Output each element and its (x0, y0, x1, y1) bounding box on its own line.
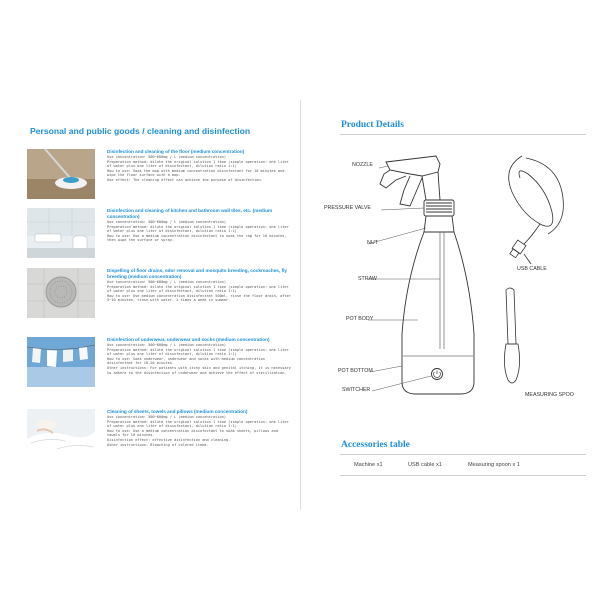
label-measuring-spoon: MEASURING SPOO (525, 392, 574, 398)
label-usb-cable: USB CABLE (517, 266, 547, 272)
usage-item-drain (27, 268, 293, 330)
divider (340, 475, 586, 476)
label-straw: STRAW (358, 276, 377, 282)
item-title: Cleaning of sheets, towels and pillows (medium concentration) (107, 409, 248, 414)
label-nut: NUT (367, 240, 378, 246)
laundry-line-photo-icon (27, 337, 95, 387)
usage-item-kitchen (27, 208, 293, 266)
spray-bottle-drawing (380, 156, 474, 394)
accessory-item: Measuring spoon x 1 (468, 462, 520, 468)
label-pot-body: POT BODY (346, 316, 374, 322)
usage-item-floor (27, 149, 293, 207)
floor-drain-photo-icon (27, 268, 95, 318)
bed-sheets-photo-icon (27, 409, 95, 459)
page-fold (300, 100, 301, 510)
section-title: Personal and public goods / cleaning and disinfection (30, 126, 251, 136)
item-title: Disinfection of underwear, underwear and socks (medium concentration) (107, 337, 270, 342)
usage-item-sheets (27, 409, 293, 469)
product-details-title: Product Details (341, 120, 404, 130)
item-body: Use concentration: 500~600mg / L (medium concentration) Preparation method: dilute the original solution 1 time (simple operation: one liter of water plus one liter of disinfectant, dilution ratio 1:1) How to use: Use medium concentration disinfectant 500ml, rinse the floor drain, after 5~10 minutes, rinse with water. 2 times a week in summer. (107, 280, 291, 303)
left-page (22, 104, 294, 504)
item-title: Disinfection and cleaning of kitchen and bathroom wall tiles, etc. (medium concentration) (107, 208, 273, 219)
accessories-title: Accessories table (341, 440, 410, 450)
item-body: Use concentration: 500~600mg / L (medium concentration) Preparation method: dilute the original solution 1 time (simple operation: one liter of water plus one liter of disinfectant, dilution ratio 1:1) How to use: Soak the mop with medium concentration disinfectant for 10 minutes and wipe the floor surface with a mop. Use effect: The cleaning effect can achieve the purpose of disinfection. (107, 155, 289, 182)
usb-cable-drawing (509, 156, 564, 264)
usage-item-underwear (27, 337, 293, 405)
measuring-spoon-drawing (504, 288, 519, 383)
label-pot-bottom: POT BOTTOM (338, 368, 373, 374)
item-title: Disinfection and cleaning of the floor (medium concentration) (107, 149, 245, 154)
accessory-item: USB cable x1 (408, 462, 442, 468)
divider (340, 454, 586, 455)
item-body: Use concentration: 500~600mg / L (medium concentration) Preparation method: dilute the original solution 1 time (simple operation: one liter of water plus one liter of disinfectant, dilution ratio 1:1) How to use: Use a medium concentration disinfectant to soak sheets, pillows and towels for 10 minutes. Disinfection effect: effective disinfection and cleaning. Other instructions: Bleaching of colored items. (107, 415, 289, 447)
item-body: Use concentration: 500~600mg / L (medium concentration) Preparation method: dilute the original solution 1 time (simple operation: one liter of water plus one liter of disinfectant, dilution ratio 1:1) How to use: Soak underwear, underwear and socks with medium concentration disinfectant for 10-20 minutes. Other instructions: For patients with itchy skin and genital itching, it is necessary to adhere to the disinfection of underwear and achieve the effect of sterilization. (107, 343, 291, 375)
item-body: Use concentration: 500~600mg / L (medium concentration) Preparation method: dilute the original solution 1 time (simple operation: one liter of water plus one liter of disinfectant, dilution ratio 1:1) How to use: Use a medium concentration disinfectant to soak the rag for 10 minutes, then wipe the surface or spray. (107, 220, 289, 243)
label-nozzle: NOZZLE (352, 162, 373, 168)
label-switcher: SWITCHER (342, 387, 371, 393)
accessory-item: Machine x1 (354, 462, 383, 468)
item-title: Dispelling of floor drains, odor removal and mosquito breeding, cockroaches, fly breeding (medium concentration) (107, 268, 287, 279)
product-diagram (306, 104, 586, 424)
right-page (306, 104, 586, 504)
mop-floor-photo-icon (27, 149, 95, 199)
bathroom-photo-icon (27, 208, 95, 258)
label-pressure-valve: PRESSURE VALVE (324, 205, 371, 211)
